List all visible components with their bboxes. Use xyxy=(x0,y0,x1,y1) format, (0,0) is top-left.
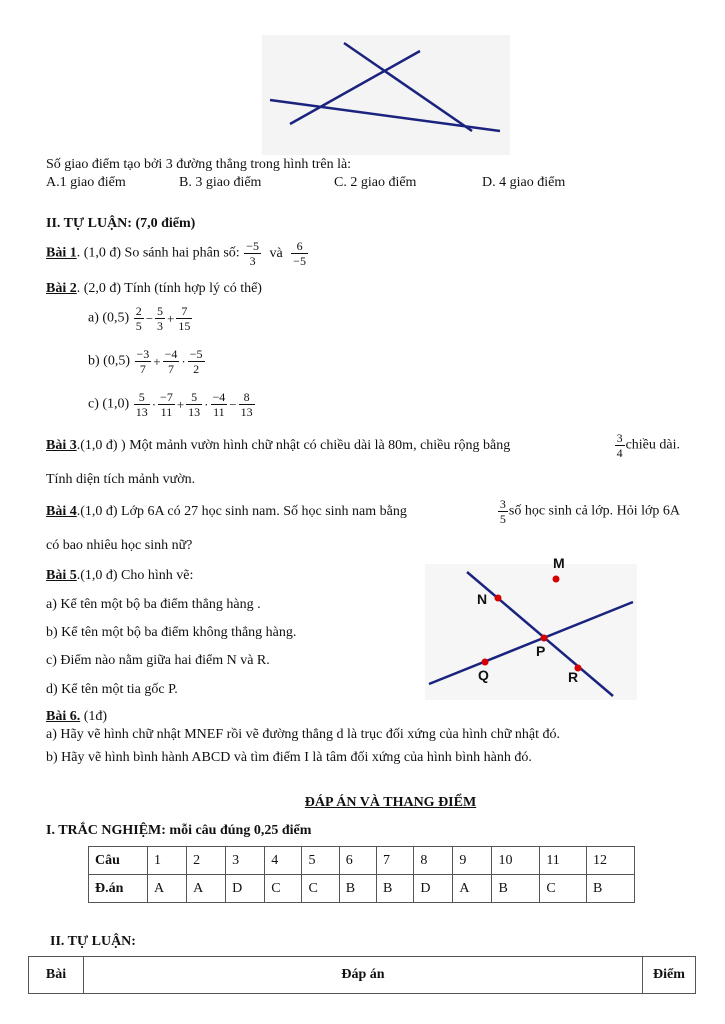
three-lines-figure xyxy=(262,35,510,155)
bai2-part-a: a) (0,5) $\frac{2}{5}$ − $\frac{5}{3}$ + $\frac{7}{15}$ xyxy=(88,304,191,333)
answer-value-2: A xyxy=(187,875,226,903)
bai3-line2: Tính diện tích mảnh vườn. xyxy=(46,472,196,487)
mcq-option-c: C. 2 giao điểm xyxy=(334,175,417,190)
bai3-label: Bài 3 xyxy=(46,437,77,453)
bai5-item-d: d) Kể tên một tia gốc P. xyxy=(46,682,178,697)
answer-key-title: ĐÁP ÁN VÀ THANG ĐIỂM xyxy=(304,795,477,810)
rubric-header-dapan: Đáp án xyxy=(84,957,643,994)
bai1-and: và xyxy=(269,245,283,261)
answer-question-12: 12 xyxy=(587,847,635,875)
section-essay-title: II. TỰ LUẬN: (7,0 điểm) xyxy=(46,216,196,231)
answer-value-11: C xyxy=(540,875,587,903)
bai3-fraction: $\frac{3}{4}$ xyxy=(616,431,623,460)
bai1-label: Bài 1 xyxy=(46,245,77,261)
answer-value-1: A xyxy=(148,875,187,903)
rubric-header-row xyxy=(29,957,696,994)
answer-value-3: D xyxy=(226,875,265,903)
bai5-item-a: a) Kể tên một bộ ba điểm thẳng hàng . xyxy=(46,597,261,612)
answer-question-7: 7 xyxy=(377,847,414,875)
bai2-heading: Bài 2. (2,0 đ) Tính (tính hợp lý có thể) xyxy=(46,281,262,296)
answer-key-section1: I. TRẮC NGHIỆM: mỗi câu đúng 0,25 điểm xyxy=(46,823,312,838)
answer-table-header-dan: Đ.án xyxy=(89,875,148,903)
bai1-text: . (1,0 đ) So sánh hai phân số: xyxy=(76,245,240,261)
rubric-header-bai: Bài xyxy=(29,957,84,994)
bai6-heading: Bài 6. (1đ) xyxy=(46,709,108,724)
label-m: M xyxy=(553,555,565,571)
bai4-label: Bài 4 xyxy=(46,503,77,519)
answer-value-12: B xyxy=(587,875,635,903)
points-figure xyxy=(425,550,637,700)
bai5-item-b: b) Kể tên một bộ ba điểm không thẳng hàng. xyxy=(46,625,297,640)
answer-table-row-answers xyxy=(89,875,635,903)
bai4: Bài 4.(1,0 đ) Lớp 6A có 27 học sinh nam. Số học sinh nam bằng $\frac{3}{5}$ số học sinh cả lớp. Hỏi lớp 6A xyxy=(46,497,680,526)
point-p xyxy=(541,635,548,642)
answer-value-10: B xyxy=(492,875,540,903)
answer-value-8: D xyxy=(414,875,453,903)
bai1-fraction-2: $\frac{6}{-5}$ xyxy=(293,239,306,268)
answer-question-3: 3 xyxy=(226,847,265,875)
bai3-text: .(1,0 đ) ) Một mảnh vườn hình chữ nhật có chiều dài là 80m, chiều rộng bằng xyxy=(76,437,511,453)
bai5-heading: Bài 5.(1,0 đ) Cho hình vẽ: xyxy=(46,568,194,583)
bai4-line2: có bao nhiêu học sinh nữ? xyxy=(46,538,193,553)
point-m xyxy=(553,576,560,583)
answer-question-9: 9 xyxy=(453,847,492,875)
answer-table xyxy=(88,846,635,903)
label-q: Q xyxy=(478,667,489,683)
bai3: Bài 3.(1,0 đ) ) Một mảnh vườn hình chữ nhật có chiều dài là 80m, chiều rộng bằng $\frac{3}{4}$ chiều dài. xyxy=(46,431,680,460)
answer-question-8: 8 xyxy=(414,847,453,875)
bai2-part-b: b) (0,5) $\frac{-3}{7}$ + $\frac{-4}{7}$ · $\frac{-5}{2}$ xyxy=(88,347,203,376)
rubric-header-diem: Điểm xyxy=(643,957,696,994)
answer-table-row-questions xyxy=(89,847,635,875)
answer-value-7: B xyxy=(377,875,414,903)
bai1-fraction-1: $\frac{-5}{3}$ xyxy=(246,239,259,268)
bai5-item-c: c) Điểm nào nằm giữa hai điểm N và R. xyxy=(46,653,270,668)
answer-question-1: 1 xyxy=(148,847,187,875)
mcq-option-d: D. 4 giao điểm xyxy=(482,175,566,190)
bai4-text: .(1,0 đ) Lớp 6A có 27 học sinh nam. Số học sinh nam bằng xyxy=(76,503,407,519)
mcq-option-a: A.1 giao điểm xyxy=(46,175,126,190)
label-r: R xyxy=(568,669,579,685)
answer-value-5: C xyxy=(302,875,339,903)
point-q xyxy=(482,659,489,666)
answer-key-section2: II. TỰ LUẬN: xyxy=(50,934,136,949)
bai6-item-a: a) Hãy vẽ hình chữ nhật MNEF rồi vẽ đường thẳng d là trục đối xứng của hình chữ nhật đó. xyxy=(46,727,561,742)
bai6-item-b: b) Hãy vẽ hình bình hành ABCD và tìm điểm I là tâm đối xứng của hình bình hành đó. xyxy=(46,750,532,765)
bai2-part-c: c) (1,0) $\frac{5}{13}$ · $\frac{-7}{11}$ + $\frac{5}{13}$ · $\frac{-4}{11}$ − $\frac{8}{13}$ xyxy=(88,390,253,419)
mcq-option-b: B. 3 giao điểm xyxy=(179,175,262,190)
point-n xyxy=(495,595,502,602)
rubric-table xyxy=(28,956,696,994)
answer-question-2: 2 xyxy=(187,847,226,875)
label-p: P xyxy=(536,643,546,659)
answer-question-6: 6 xyxy=(339,847,376,875)
answer-value-4: C xyxy=(265,875,302,903)
answer-value-6: B xyxy=(339,875,376,903)
bai4-fraction: $\frac{3}{5}$ xyxy=(499,497,506,526)
mcq-question-text: Số giao điểm tạo bởi 3 đường thẳng trong hình trên là: xyxy=(46,157,352,172)
answer-question-5: 5 xyxy=(302,847,339,875)
answer-question-4: 4 xyxy=(265,847,302,875)
bai1 xyxy=(46,239,309,268)
answer-question-10: 10 xyxy=(492,847,540,875)
answer-question-11: 11 xyxy=(540,847,587,875)
answer-value-9: A xyxy=(453,875,492,903)
answer-table-header-cau: Câu xyxy=(89,847,148,875)
label-n: N xyxy=(477,591,488,607)
